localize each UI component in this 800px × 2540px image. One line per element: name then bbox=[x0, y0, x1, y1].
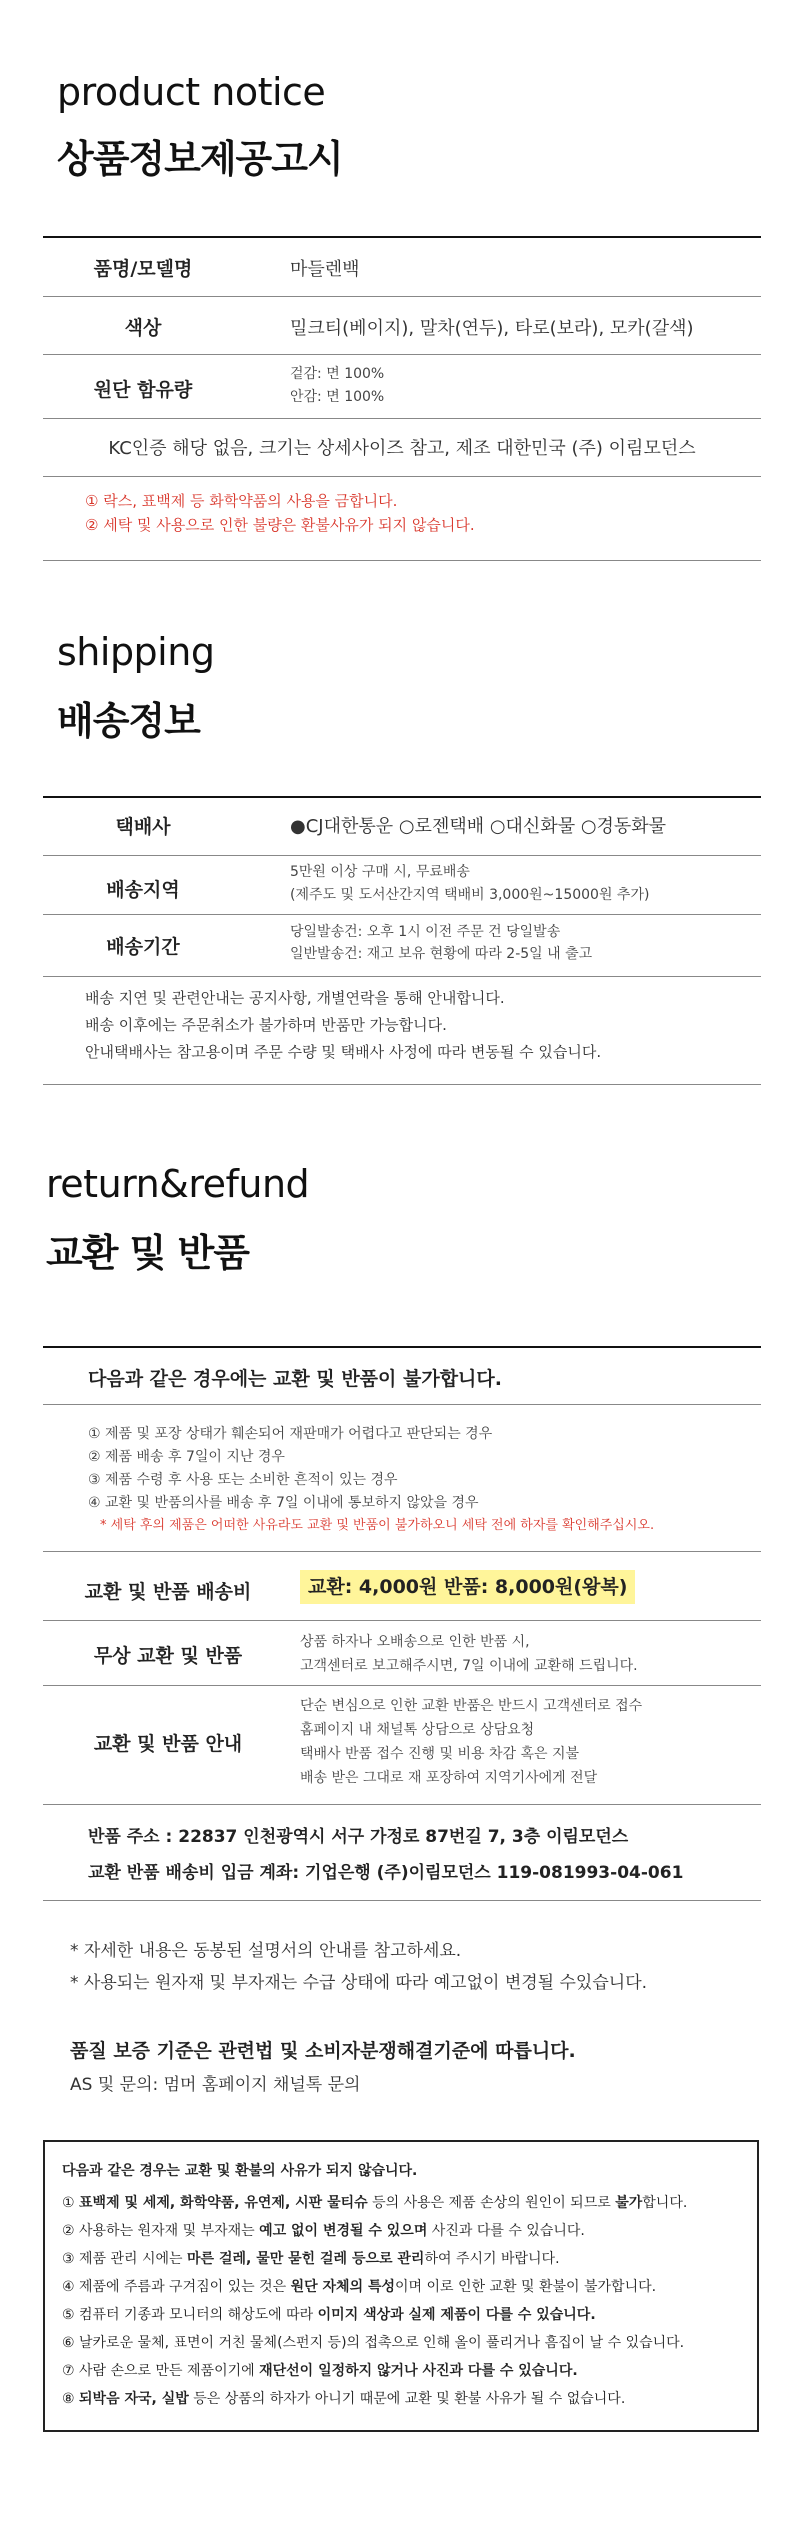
as-inquiry: AS 및 문의: 멈머 홈페이지 채널톡 문의 bbox=[70, 2075, 361, 2095]
row-value: (제주도 및 도서산간지역 택배비 3,000원~15000원 추가) bbox=[290, 887, 650, 903]
divider bbox=[43, 236, 761, 238]
row-value: 안감: 면 100% bbox=[290, 389, 385, 405]
courier-options: ●CJ대한통운 ○로젠택배 ○대신화물 ○경동화물 bbox=[290, 816, 667, 837]
row-label: 배송지역 bbox=[106, 879, 180, 901]
quality-standard: 품질 보증 기준은 관련법 및 소비자분쟁해결기준에 따릅니다. bbox=[70, 2040, 576, 2062]
row-label: 색상 bbox=[124, 317, 162, 339]
divider bbox=[43, 1404, 761, 1405]
divider bbox=[43, 1804, 761, 1805]
warning-text: ② 세탁 및 사용으로 인한 불량은 환불사유가 되지 않습니다. bbox=[85, 516, 475, 534]
divider bbox=[43, 1685, 761, 1686]
return-address: 반품 주소 : 22837 인천광역시 서구 가정로 87번길 7, 3층 이림모던스 bbox=[88, 1827, 629, 1847]
guide-label: 교환 및 반품 안내 bbox=[93, 1733, 243, 1755]
refund-item: ① 제품 및 포장 상태가 훼손되어 재판매가 어렵다고 판단되는 경우 bbox=[88, 1426, 493, 1442]
divider bbox=[43, 296, 761, 297]
divider bbox=[43, 476, 761, 477]
shipping-note: 배송 이후에는 주문취소가 불가하며 반품만 가능합니다. bbox=[85, 1016, 447, 1034]
shipping-note: 안내택배사는 참고용이며 주문 수량 및 택배사 사정에 따라 변동될 수 있습니다. bbox=[85, 1043, 602, 1061]
product-notice-title-ko: 상품정보제공고시 bbox=[57, 137, 343, 181]
divider bbox=[43, 855, 761, 856]
divider bbox=[43, 914, 761, 915]
shipping-title-ko: 배송정보 bbox=[57, 699, 200, 743]
divider bbox=[43, 560, 761, 561]
notice-box-line: ⑥ 날카로운 물체, 표면이 거친 물체(스펀지 등)의 접촉으로 인해 올이 풀리거나 흠집이 날 수 있습니다. bbox=[62, 2335, 685, 2351]
reference-note: * 사용되는 원자재 및 부자재는 수급 상태에 따라 예고없이 변경될 수있습니다. bbox=[70, 1973, 648, 1993]
row-label: 배송기간 bbox=[106, 936, 180, 958]
notice-box-line: ⑦ 사람 손으로 만든 제품이기에 재단선이 일정하지 않거나 사진과 다를 수 있습니다. bbox=[62, 2363, 578, 2379]
guide-step: 홈페이지 내 채널톡 상담으로 상담요청 bbox=[300, 1722, 535, 1738]
kc-notice: KC인증 해당 없음, 크기는 상세사이즈 참고, 제조 대한민국 (주) 이림모던스 bbox=[108, 438, 696, 459]
refund-warning: * 세탁 후의 제품은 어떠한 사유라도 교환 및 반품이 불가하오니 세탁 전에 하자를 확인해주십시오. bbox=[100, 1518, 655, 1533]
guide-step: 택배사 반품 접수 진행 및 비용 차감 혹은 지불 bbox=[300, 1746, 580, 1762]
notice-box-line: ④ 제품에 주름과 구겨짐이 있는 것은 원단 자체의 특성이며 이로 인한 교환 및 환불이 불가합니다. bbox=[62, 2279, 657, 2295]
refund-item: ② 제품 배송 후 7일이 지난 경우 bbox=[88, 1449, 285, 1465]
row-value: 5만원 이상 구매 시, 무료배송 bbox=[290, 864, 470, 880]
shipping-note: 배송 지연 및 관련안내는 공지사항, 개별연락을 통해 안내합니다. bbox=[85, 989, 505, 1007]
reference-note: * 자세한 내용은 동봉된 설명서의 안내를 참고하세요. bbox=[70, 1941, 462, 1961]
row-label: 품명/모델명 bbox=[93, 258, 193, 280]
notice-box-line: ② 사용하는 원자재 및 부자재는 예고 없이 변경될 수 있으며 사진과 다를 수 있습니다. bbox=[62, 2223, 585, 2239]
row-value: 겉감: 면 100% bbox=[290, 366, 385, 382]
warning-text: ① 락스, 표백제 등 화학약품의 사용을 금합니다. bbox=[85, 492, 398, 510]
row-value: 일반발송건: 재고 보유 현황에 따라 2-5일 내 출고 bbox=[290, 946, 593, 962]
refund-title-ko: 교환 및 반품 bbox=[46, 1231, 249, 1275]
row-value: 당일발송건: 오후 1시 이전 주문 건 당일발송 bbox=[290, 924, 561, 940]
divider bbox=[43, 1551, 761, 1552]
notice-box-line: ⑤ 컴퓨터 기종과 모니터의 해상도에 따라 이미지 색상과 실제 제품이 다를 수 있습니다. bbox=[62, 2307, 596, 2323]
fee-value-highlight: 교환: 4,000원 반품: 8,000원(왕복) bbox=[300, 1570, 635, 1604]
guide-step: 단순 변심으로 인한 교환 반품은 반드시 고객센터로 접수 bbox=[300, 1698, 643, 1714]
row-value: 마들렌백 bbox=[290, 259, 360, 280]
row-label: 택배사 bbox=[115, 816, 171, 838]
divider bbox=[43, 1346, 761, 1348]
free-exchange-label: 무상 교환 및 반품 bbox=[93, 1645, 243, 1667]
free-exchange-text: 상품 하자나 오배송으로 인한 반품 시, bbox=[300, 1634, 530, 1650]
return-account: 교환 반품 배송비 입금 계좌: 기업은행 (주)이림모던스 119-081993-04-061 bbox=[88, 1863, 684, 1883]
row-label: 원단 함유량 bbox=[93, 379, 193, 401]
product-notice-title-en: product notice bbox=[57, 70, 326, 114]
free-exchange-text: 고객센터로 보고해주시면, 7일 이내에 교환해 드립니다. bbox=[300, 1658, 638, 1674]
divider bbox=[43, 976, 761, 977]
divider bbox=[43, 1620, 761, 1621]
notice-box-line: ③ 제품 관리 시에는 마른 걸레, 물만 묻힌 걸레 등으로 관리하여 주시기 바랍니다. bbox=[62, 2251, 560, 2267]
refund-item: ④ 교환 및 반품의사를 배송 후 7일 이내에 통보하지 않았을 경우 bbox=[88, 1495, 479, 1511]
refund-title-en: return&refund bbox=[46, 1162, 310, 1206]
notice-box-line: ① 표백제 및 세제, 화학약품, 유연제, 시판 물티슈 등의 사용은 제품 손상의 원인이 되므로 불가합니다. bbox=[62, 2195, 688, 2211]
shipping-title-en: shipping bbox=[57, 630, 215, 674]
divider bbox=[43, 418, 761, 419]
refund-heading: 다음과 같은 경우에는 교환 및 반품이 불가합니다. bbox=[88, 1368, 502, 1390]
refund-item: ③ 제품 수령 후 사용 또는 소비한 흔적이 있는 경우 bbox=[88, 1472, 398, 1488]
fee-label: 교환 및 반품 배송비 bbox=[84, 1581, 252, 1603]
divider bbox=[43, 1084, 761, 1085]
row-value: 밀크티(베이지), 말차(연두), 타로(보라), 모카(갈색) bbox=[290, 318, 694, 339]
guide-step: 배송 받은 그대로 재 포장하여 지역기사에게 전달 bbox=[300, 1770, 598, 1786]
divider bbox=[43, 1900, 761, 1901]
divider bbox=[43, 354, 761, 355]
notice-box-title: 다음과 같은 경우는 교환 및 환불의 사유가 되지 않습니다. bbox=[62, 2163, 418, 2179]
divider bbox=[43, 796, 761, 798]
notice-box-line: ⑧ 되박음 자국, 실밥 등은 상품의 하자가 아니기 때문에 교환 및 환불 사유가 될 수 없습니다. bbox=[62, 2391, 626, 2407]
